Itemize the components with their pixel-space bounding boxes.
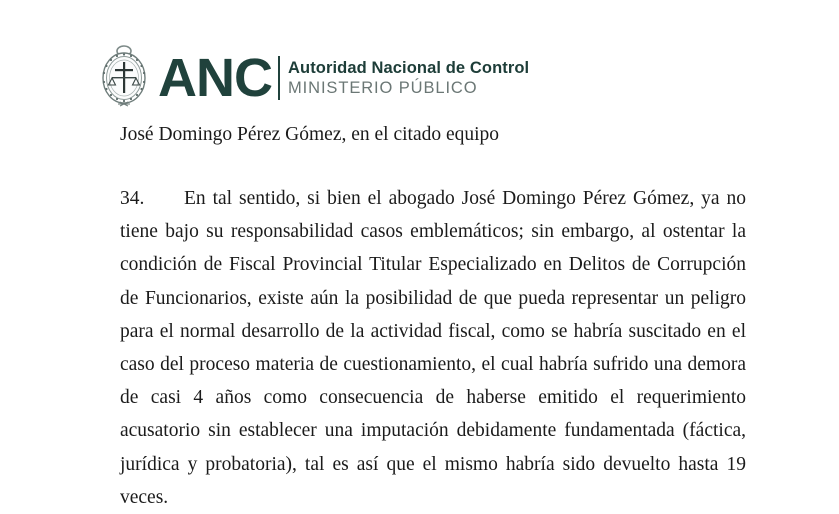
paragraph-text: En tal sentido, si bien el abogado José Domingo Pérez Gómez, ya no tiene bajo su responsabilidad casos emblemáticos; sin embargo, al ostentar la condición de Fiscal Provincial Titular Especializado en Delitos de Corrupción de Funcionarios, existe aún la posibilidad de que pueda representar un peligro para el normal desarrollo de la actividad fiscal, como se habría suscitado en el caso del proceso materia de cuestionamiento, el cual habría sufrido una demora de casi 4 años como consecuencia de haberse emitido el requerimiento acusatorio sin establecer una imputación debidamente fundamentada (fáctica, jurídica y probatoria), tal es así que el mismo habría sido devuelto hasta 19 veces. [120, 188, 746, 508]
tagline-secondary: MINISTERIO PÚBLICO [288, 79, 478, 97]
header-divider [278, 56, 280, 100]
document-header [98, 44, 529, 108]
header-tagline [288, 58, 529, 98]
paragraph-34 [120, 182, 746, 514]
lead-line: José Domingo Pérez Gómez, en el citado equipo [120, 124, 500, 145]
anc-acronym: ANC [158, 48, 272, 108]
paragraph-number: 34. [120, 188, 145, 209]
tagline-primary: Autoridad Nacional de Control [288, 59, 530, 77]
ministerio-publico-seal-emblem [98, 45, 158, 107]
document-body [120, 118, 746, 514]
